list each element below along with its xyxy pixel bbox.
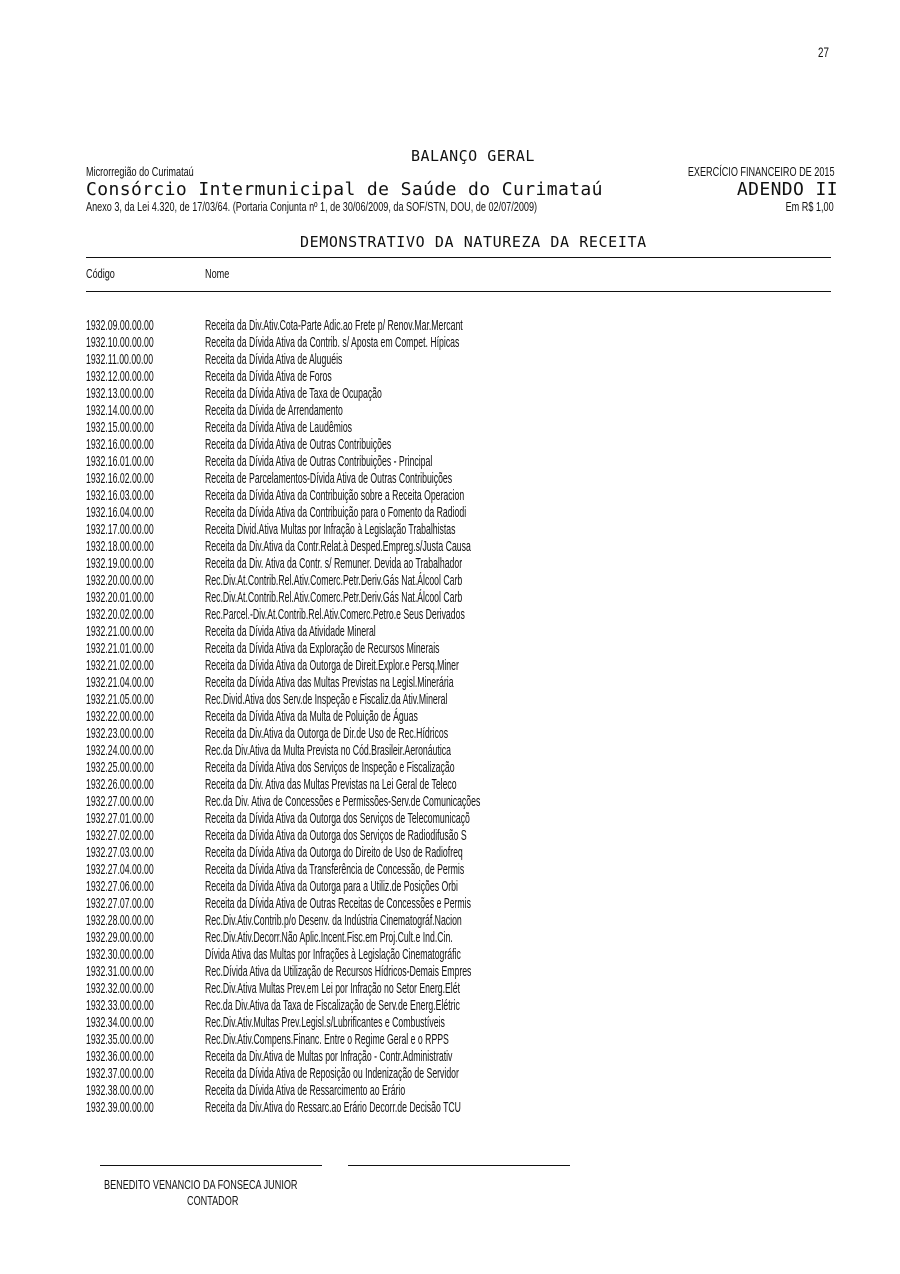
table-row	[86, 675, 826, 692]
row-code: 1932.30.00.00.00	[86, 947, 154, 963]
table-row	[86, 352, 826, 369]
table-row	[86, 692, 826, 709]
table-row	[86, 1066, 826, 1083]
row-name: Rec.da Div.Ativa da Taxa de Fiscalização de Serv.de Energ.Elétric	[205, 998, 460, 1014]
row-name: Receita da Dívida Ativa da Outorga para a Utiliz.de Posições Orbi	[205, 879, 458, 895]
row-name: Rec.Div.Ativ.Compens.Financ. Entre o Regime Geral e o RPPS	[205, 1032, 449, 1048]
row-code: 1932.37.00.00.00	[86, 1066, 154, 1082]
row-name: Receita da Dívida Ativa de Reposição ou Indenização de Servidor	[205, 1066, 459, 1082]
row-name: Receita da Dívida Ativa da Outorga dos Serviços de Telecomunicaçõ	[205, 811, 470, 827]
row-code: 1932.34.00.00.00	[86, 1015, 154, 1031]
row-name: Receita da Div.Ativa da Outorga de Dir.de Uso de Rec.Hídricos	[205, 726, 449, 742]
page-number: 27	[818, 44, 829, 60]
signer-role: CONTADOR	[187, 1193, 239, 1208]
row-name: Receita da Div. Ativa das Multas Previstas na Lei Geral de Teleco	[205, 777, 457, 793]
table-row	[86, 403, 826, 420]
table-row	[86, 386, 826, 403]
row-code: 1932.27.01.00.00	[86, 811, 154, 827]
row-name: Receita da Dívida Ativa de Aluguéis	[205, 352, 343, 368]
row-code: 1932.29.00.00.00	[86, 930, 154, 946]
table-row	[86, 437, 826, 454]
fiscal-year-label: EXERCÍCIO FINANCEIRO DE 2015	[687, 164, 834, 179]
currency-label: Em R$ 1,00	[785, 199, 834, 214]
section-title: DEMONSTRATIVO DA NATUREZA DA RECEITA	[300, 233, 647, 251]
row-code: 1932.16.00.00.00	[86, 437, 154, 453]
table-row	[86, 811, 826, 828]
table-row	[86, 624, 826, 641]
row-code: 1932.16.02.00.00	[86, 471, 154, 487]
row-code: 1932.23.00.00.00	[86, 726, 154, 742]
row-name: Rec.da Div.Ativa da Multa Prevista no Cód.Brasileir.Aeronáutica	[205, 743, 451, 759]
table-row	[86, 726, 826, 743]
row-code: 1932.27.06.00.00	[86, 879, 154, 895]
row-name: Rec.Div.At.Contrib.Rel.Ativ.Comerc.Petr.Deriv.Gás Nat.Álcool Carb	[205, 590, 463, 606]
table-row	[86, 964, 826, 981]
table-row	[86, 743, 826, 760]
header-rule-bottom	[86, 291, 831, 292]
row-code: 1932.24.00.00.00	[86, 743, 154, 759]
row-name: Rec.Div.At.Contrib.Rel.Ativ.Comerc.Petr.Deriv.Gás Nat.Álcool Carb	[205, 573, 463, 589]
row-name: Receita da Dívida Ativa da Atividade Mineral	[205, 624, 376, 640]
row-code: 1932.17.00.00.00	[86, 522, 154, 538]
row-code: 1932.21.04.00.00	[86, 675, 154, 691]
entity-name: Consórcio Intermunicipal de Saúde do Curimataú	[86, 179, 603, 200]
revenue-table	[86, 318, 826, 1117]
row-name: Receita da Dívida Ativa da Contribuição para o Fomento da Radiodi	[205, 505, 467, 521]
signature-line-left	[100, 1165, 322, 1166]
row-name: Receita da Div.Ativa da Contr.Relat.à Desped.Empreg.s/Justa Causa	[205, 539, 471, 555]
row-code: 1932.16.01.00.00	[86, 454, 154, 470]
table-row	[86, 862, 826, 879]
row-name: Receita da Dívida Ativa de Laudêmios	[205, 420, 353, 436]
table-row	[86, 607, 826, 624]
header-rule-top	[86, 257, 831, 258]
row-code: 1932.22.00.00.00	[86, 709, 154, 725]
row-name: Receita da Dívida Ativa da Outorga do Direito de Uso de Radiofreq	[205, 845, 463, 861]
row-name: Receita de Parcelamentos-Dívida Ativa de Outras Contribuições	[205, 471, 453, 487]
row-code: 1932.15.00.00.00	[86, 420, 154, 436]
row-name: Receita da Dívida Ativa da Outorga dos Serviços de Radiodifusão S	[205, 828, 467, 844]
table-row	[86, 981, 826, 998]
table-row	[86, 658, 826, 675]
row-name: Receita da Dívida Ativa da Exploração de Recursos Minerais	[205, 641, 440, 657]
row-code: 1932.11.00.00.00	[86, 352, 154, 368]
row-code: 1932.36.00.00.00	[86, 1049, 154, 1065]
row-code: 1932.27.04.00.00	[86, 862, 154, 878]
table-row	[86, 420, 826, 437]
table-row	[86, 335, 826, 352]
row-name: Receita da Dívida Ativa dos Serviços de Inspeção e Fiscalização	[205, 760, 455, 776]
table-row	[86, 1100, 826, 1117]
row-code: 1932.31.00.00.00	[86, 964, 154, 980]
row-name: Rec.Parcel.-Div.At.Contrib.Rel.Ativ.Comerc.Petro.e Seus Derivados	[205, 607, 465, 623]
row-name: Rec.Div.Ativa Multas Prev.em Lei por Infração no Setor Energ.Elét	[205, 981, 460, 997]
row-name: Rec.Div.Ativ.Contrib.p/o Desenv. da Indústria Cinematográf.Nacion	[205, 913, 462, 929]
row-name: Receita da Dívida Ativa de Foros	[205, 369, 332, 385]
table-row	[86, 539, 826, 556]
table-row	[86, 590, 826, 607]
table-row	[86, 641, 826, 658]
row-name: Receita da Div.Ativa do Ressarc.ao Erário Decorr.de Decisão TCU	[205, 1100, 461, 1116]
row-name: Receita da Dívida Ativa de Taxa de Ocupação	[205, 386, 382, 402]
row-code: 1932.27.00.00.00	[86, 794, 154, 810]
table-row	[86, 760, 826, 777]
row-name: Receita da Dívida Ativa da Multa de Poluição de Águas	[205, 709, 418, 725]
row-code: 1932.35.00.00.00	[86, 1032, 154, 1048]
row-name: Receita da Dívida Ativa das Multas Previstas na Legisl.Minerária	[205, 675, 454, 691]
row-name: Receita da Dívida Ativa da Transferência de Concessão, de Permis	[205, 862, 465, 878]
row-name: Receita Divid.Ativa Multas por Infração à Legislação Trabalhistas	[205, 522, 456, 538]
table-row	[86, 777, 826, 794]
row-code: 1932.21.05.00.00	[86, 692, 154, 708]
table-row	[86, 369, 826, 386]
row-name: Receita da Dívida Ativa de Outras Contribuições - Principal	[205, 454, 433, 470]
legal-reference: Anexo 3, da Lei 4.320, de 17/03/64. (Portaria Conjunta nº 1, de 30/06/2009, da SOF/STN, DOU, de 02/07/2009)	[86, 199, 538, 214]
table-row	[86, 454, 826, 471]
table-row	[86, 896, 826, 913]
table-row	[86, 709, 826, 726]
report-title: BALANÇO GERAL	[411, 147, 535, 165]
column-header-name: Nome	[205, 266, 230, 281]
table-row	[86, 879, 826, 896]
table-row	[86, 505, 826, 522]
table-row	[86, 556, 826, 573]
row-code: 1932.18.00.00.00	[86, 539, 154, 555]
row-code: 1932.10.00.00.00	[86, 335, 154, 351]
row-name: Rec.Dívida Ativa da Utilização de Recursos Hídricos-Demais Empres	[205, 964, 472, 980]
row-name: Receita da Dívida Ativa da Contribuição sobre a Receita Operacion	[205, 488, 465, 504]
table-row	[86, 1049, 826, 1066]
row-code: 1932.25.00.00.00	[86, 760, 154, 776]
table-row	[86, 471, 826, 488]
row-code: 1932.20.00.00.00	[86, 573, 154, 589]
table-row	[86, 794, 826, 811]
signer-name: BENEDITO VENANCIO DA FONSECA JUNIOR	[104, 1177, 298, 1192]
row-code: 1932.21.00.00.00	[86, 624, 154, 640]
table-row	[86, 522, 826, 539]
row-code: 1932.16.04.00.00	[86, 505, 154, 521]
table-row	[86, 828, 826, 845]
row-code: 1932.14.00.00.00	[86, 403, 154, 419]
table-row	[86, 488, 826, 505]
table-row	[86, 573, 826, 590]
table-row	[86, 998, 826, 1015]
row-code: 1932.20.02.00.00	[86, 607, 154, 623]
row-code: 1932.21.01.00.00	[86, 641, 154, 657]
row-code: 1932.33.00.00.00	[86, 998, 154, 1014]
signature-line-right	[348, 1165, 570, 1166]
row-name: Receita da Dívida Ativa de Outras Contribuições	[205, 437, 392, 453]
row-name: Rec.da Div. Ativa de Concessões e Permissões-Serv.de Comunicações	[205, 794, 481, 810]
row-code: 1932.12.00.00.00	[86, 369, 154, 385]
row-code: 1932.27.07.00.00	[86, 896, 154, 912]
column-header-code: Código	[86, 266, 115, 281]
addendum-label: ADENDO II	[736, 179, 838, 200]
row-code: 1932.09.00.00.00	[86, 318, 154, 334]
row-code: 1932.39.00.00.00	[86, 1100, 154, 1116]
row-code: 1932.16.03.00.00	[86, 488, 154, 504]
table-row	[86, 1032, 826, 1049]
row-name: Receita da Dívida Ativa da Contrib. s/ Aposta em Compet. Hípicas	[205, 335, 460, 351]
row-name: Receita da Dívida de Arrendamento	[205, 403, 343, 419]
row-name: Rec.Div.Ativ.Multas Prev.Legisl.s/Lubrificantes e Combustíveis	[205, 1015, 445, 1031]
row-code: 1932.20.01.00.00	[86, 590, 154, 606]
row-code: 1932.19.00.00.00	[86, 556, 154, 572]
row-code: 1932.28.00.00.00	[86, 913, 154, 929]
table-row	[86, 1015, 826, 1032]
row-name: Receita da Dívida Ativa de Ressarcimento ao Erário	[205, 1083, 406, 1099]
table-row	[86, 318, 826, 335]
row-code: 1932.26.00.00.00	[86, 777, 154, 793]
row-code: 1932.27.02.00.00	[86, 828, 154, 844]
row-code: 1932.32.00.00.00	[86, 981, 154, 997]
row-name: Rec.Divid.Ativa dos Serv.de Inspeção e Fiscaliz.da Ativ.Mineral	[205, 692, 448, 708]
region-label: Microrregião do Curimataú	[86, 164, 194, 179]
row-name: Receita da Div.Ativa de Multas por Infração - Contr.Administrativ	[205, 1049, 453, 1065]
row-code: 1932.13.00.00.00	[86, 386, 154, 402]
row-name: Receita da Div.Ativ.Cota-Parte Adic.ao Frete p/ Renov.Mar.Mercant	[205, 318, 463, 334]
row-name: Rec.Div.Ativ.Decorr.Não Aplic.Incent.Fisc.em Proj.Cult.e Ind.Cin.	[205, 930, 453, 946]
table-row	[86, 947, 826, 964]
table-row	[86, 930, 826, 947]
row-code: 1932.38.00.00.00	[86, 1083, 154, 1099]
table-row	[86, 845, 826, 862]
row-name: Receita da Dívida Ativa da Outorga de Direit.Explor.e Persq.Miner	[205, 658, 459, 674]
row-name: Receita da Div. Ativa da Contr. s/ Remuner. Devida ao Trabalhador	[205, 556, 463, 572]
row-name: Dívida Ativa das Multas por Infrações à Legislação Cinematográfic	[205, 947, 461, 963]
table-row	[86, 1083, 826, 1100]
row-code: 1932.27.03.00.00	[86, 845, 154, 861]
row-code: 1932.21.02.00.00	[86, 658, 154, 674]
row-name: Receita da Dívida Ativa de Outras Receitas de Concessões e Permis	[205, 896, 471, 912]
table-row	[86, 913, 826, 930]
